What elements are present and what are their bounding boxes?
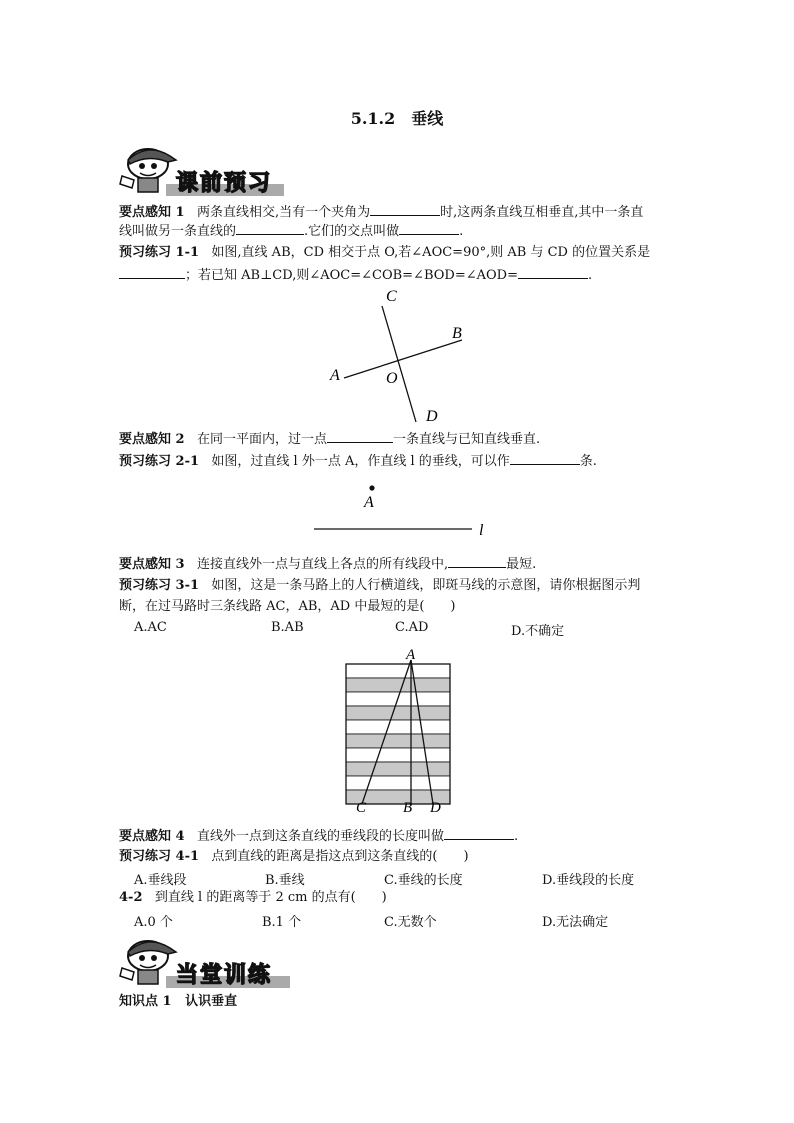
answer-blank bbox=[510, 452, 580, 465]
ex11-line1 bbox=[119, 244, 650, 262]
answer-blank bbox=[518, 266, 588, 279]
figure-zebra-crossing bbox=[338, 642, 458, 814]
answer-blank bbox=[327, 430, 393, 443]
kp1-text: . bbox=[459, 224, 464, 239]
ex41-option-c: C.垂线的长度 bbox=[384, 873, 463, 888]
kp4-text: 直线外一点到这条直线的垂线段的长度叫做 bbox=[196, 829, 444, 844]
ex41-option-a: A.垂线段 bbox=[134, 873, 187, 888]
label-c: C bbox=[386, 288, 397, 305]
ex41-option-d: D.垂线段的长度 bbox=[542, 873, 635, 888]
zebra-stripe bbox=[346, 664, 450, 678]
ex11-text: ；若已知 AB⊥CD,则∠AOC=∠COB=∠BOD=∠AOD= bbox=[185, 268, 518, 283]
kn1-line bbox=[119, 993, 237, 1011]
kp3-line bbox=[119, 555, 536, 574]
kn1-label: 知识点 1 bbox=[119, 994, 172, 1009]
kp1-line2 bbox=[119, 222, 463, 241]
kp2-line bbox=[119, 430, 540, 449]
preview-banner bbox=[118, 140, 288, 198]
ex21-text: 条. bbox=[579, 454, 597, 469]
ex41-line bbox=[119, 848, 469, 866]
kp1-text: 线叫做另一条直线的 bbox=[119, 224, 237, 239]
label-b: B bbox=[452, 325, 462, 342]
kp4-label: 要点感知 4 bbox=[119, 829, 185, 844]
ex21-label: 预习练习 2-1 bbox=[119, 454, 200, 469]
zebra-stripe bbox=[346, 720, 450, 734]
answer-blank bbox=[448, 555, 506, 568]
ex42-label: 4-2 bbox=[119, 890, 143, 905]
kp1-text: 两条直线相交,当有一个夹角为 bbox=[196, 205, 371, 220]
zebra-stripe bbox=[346, 706, 450, 720]
ex11-text: 如图,直线 AB，CD 相交于点 O,若∠AOC=90°,则 AB 与 CD 的位置关系是 bbox=[211, 245, 651, 260]
kp1-text: 时,这两条直线互相垂直,其中一条直 bbox=[440, 205, 644, 220]
answer-blank bbox=[399, 222, 459, 235]
page-title: 5.1.2 垂线 bbox=[350, 109, 444, 128]
classroom-banner bbox=[118, 930, 293, 990]
ex41-text: 点到直线的距离是指这点到这条直线的( ) bbox=[211, 849, 469, 864]
kp3-text: 最短. bbox=[506, 557, 537, 572]
kp3-label: 要点感知 3 bbox=[119, 557, 185, 572]
answer-blank bbox=[236, 222, 304, 235]
zebra-stripe bbox=[346, 762, 450, 776]
zebra-stripe bbox=[346, 678, 450, 692]
zebra-stripes bbox=[346, 664, 450, 804]
ex41-option-b: B.垂线 bbox=[265, 873, 305, 888]
ex31-text: 断，在过马路时三条线路 AC，AB，AD 中最短的是( ) bbox=[119, 599, 456, 614]
figure-intersecting-lines bbox=[320, 282, 480, 428]
ex31-option-a: A.AC bbox=[134, 620, 167, 635]
ex31-option-b: B.AB bbox=[271, 620, 304, 635]
figure-point-and-line bbox=[300, 476, 500, 542]
ex31-text: 如图，这是一条马路上的人行横道线，即斑马线的示意图，请你根据图示判 bbox=[211, 578, 641, 593]
ex21-text: 如图，过直线 l 外一点 A，作直线 l 的垂线，可以作 bbox=[211, 454, 510, 469]
answer-blank bbox=[370, 203, 440, 216]
kp1-line1 bbox=[119, 203, 643, 222]
line-ab bbox=[344, 340, 462, 378]
zebra-stripe bbox=[346, 748, 450, 762]
label-c: C bbox=[356, 800, 367, 814]
kp3-text: 连接直线外一点与直线上各点的所有线段中, bbox=[196, 557, 449, 572]
ex41-label: 预习练习 4-1 bbox=[119, 849, 200, 864]
ex42-text: 到直线 l 的距离等于 2 cm 的点有( ) bbox=[154, 890, 387, 905]
kp2-text: 一条直线与已知直线垂直. bbox=[393, 432, 541, 447]
ex42-option-c: C.无数个 bbox=[384, 915, 437, 930]
ex31-line2 bbox=[119, 598, 456, 616]
ex21-line bbox=[119, 452, 597, 471]
label-o: O bbox=[386, 370, 398, 387]
answer-blank bbox=[119, 266, 185, 279]
preview-banner-text: 课前预习 bbox=[176, 171, 273, 196]
ex11-label: 预习练习 1-1 bbox=[119, 245, 200, 260]
answer-blank bbox=[444, 827, 514, 840]
ex11-text: . bbox=[587, 268, 593, 283]
kn1-text: 认识垂直 bbox=[185, 994, 238, 1009]
label-b: B bbox=[403, 800, 413, 814]
zebra-stripe bbox=[346, 734, 450, 748]
ex31-label: 预习练习 3-1 bbox=[119, 578, 200, 593]
kp2-text: 在同一平面内，过一点 bbox=[196, 432, 327, 447]
label-a: A bbox=[364, 494, 374, 511]
classroom-banner-text: 当堂训练 bbox=[176, 963, 273, 988]
ex42-option-b: B.1 个 bbox=[262, 915, 302, 930]
label-a: A bbox=[330, 367, 340, 384]
kp2-label: 要点感知 2 bbox=[119, 432, 185, 447]
label-d: D bbox=[430, 800, 441, 814]
label-a: A bbox=[406, 647, 416, 663]
ex31-option-c: C.AD bbox=[395, 620, 429, 635]
point-a bbox=[369, 485, 374, 490]
kp1-label: 要点感知 1 bbox=[119, 205, 185, 220]
kp4-text: . bbox=[514, 829, 519, 844]
ex42-option-d: D.无法确定 bbox=[542, 915, 609, 930]
kp1-text: .它们的交点叫做 bbox=[304, 224, 400, 239]
label-l: l bbox=[479, 522, 484, 539]
ex31-line1 bbox=[119, 577, 640, 595]
ex42-option-a: A.0 个 bbox=[134, 915, 173, 930]
kp4-line bbox=[119, 827, 518, 846]
ex42-line bbox=[119, 889, 387, 907]
label-d: D bbox=[426, 408, 438, 425]
ex31-option-d: D.不确定 bbox=[511, 624, 565, 639]
zebra-stripe bbox=[346, 776, 450, 790]
